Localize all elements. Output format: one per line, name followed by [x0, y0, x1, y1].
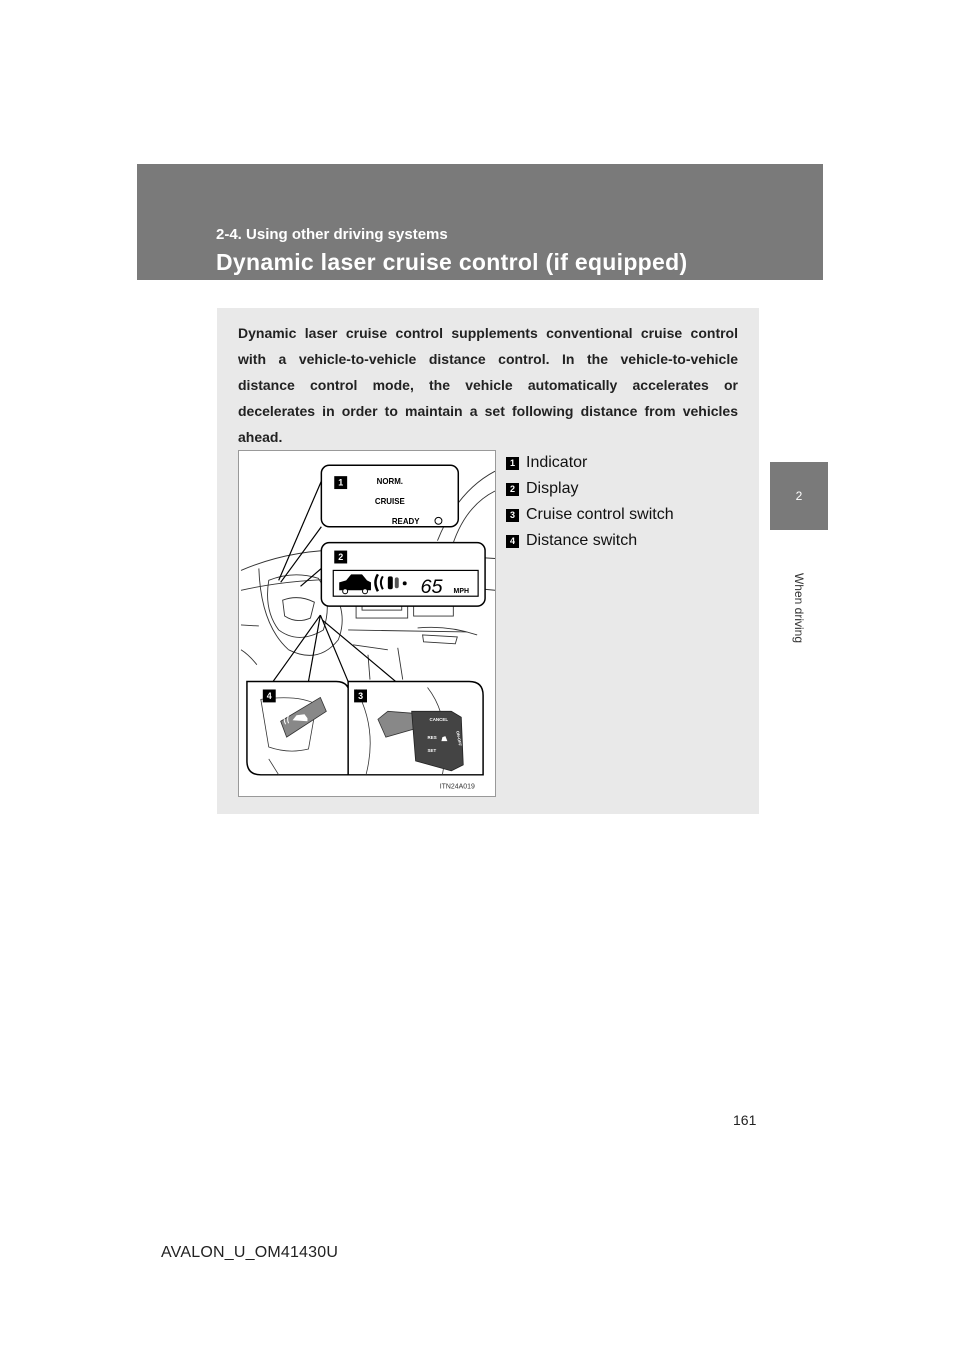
- figure-code: ITN24A019: [439, 783, 475, 791]
- chapter-label: When driving: [792, 572, 806, 643]
- intro-paragraph: Dynamic laser cruise control supplements conventional cruise control with a vehicle-to-vehicle distance control. In the vehicle-to-vehicle distance control mode, the vehicle automatically accelerates or decelerates in order to maintain a set following distance from vehicles ahead.: [238, 325, 738, 445]
- legend-label: Distance switch: [526, 532, 638, 549]
- page-title: Dynamic laser cruise control (if equipped): [216, 249, 688, 275]
- document-code: AVALON_U_OM41430U: [161, 1244, 339, 1261]
- legend-marker: 2: [506, 483, 519, 496]
- legend-item: [506, 450, 674, 476]
- lever-label-res: RES: [427, 735, 437, 741]
- distance-switch-panel: [247, 682, 350, 775]
- callout-number-4: 4: [266, 690, 272, 701]
- cruise-control-illustration: [238, 450, 496, 797]
- legend-label: Indicator: [526, 454, 588, 471]
- legend-item: [506, 476, 674, 502]
- legend-item: [506, 502, 674, 528]
- lever-label-on-off: ON-OFF: [455, 730, 463, 747]
- display-unit: MPH: [453, 588, 469, 596]
- chapter-number: 2: [795, 489, 803, 503]
- indicator-line-norm: NORM.: [376, 477, 404, 487]
- legend-marker: 4: [506, 535, 519, 548]
- indicator-line-ready: READY: [391, 516, 420, 526]
- legend-label: Display: [526, 480, 579, 497]
- legend-label: Cruise control switch: [526, 506, 674, 523]
- legend-marker: 3: [506, 509, 519, 522]
- chapter-side-label: [770, 530, 828, 685]
- callout-number-3: 3: [358, 690, 364, 701]
- cruise-switch-panel: [348, 682, 483, 775]
- callout-number-2: 2: [338, 551, 344, 562]
- page-number: 161: [733, 1112, 757, 1128]
- display-speed: 65: [420, 576, 443, 599]
- section-label: 2-4. Using other driving systems: [216, 226, 448, 243]
- chapter-tab[interactable]: [770, 462, 828, 530]
- legend-marker: 1: [506, 457, 519, 470]
- legend: [506, 450, 674, 554]
- lever-label-set: SET: [427, 747, 437, 753]
- indicator-line-cruise: CRUISE: [374, 496, 405, 506]
- callout-number-1: 1: [338, 477, 344, 488]
- indicator-panel: [321, 465, 458, 527]
- lever-label-cancel: CANCEL: [429, 717, 449, 723]
- legend-item: [506, 528, 674, 554]
